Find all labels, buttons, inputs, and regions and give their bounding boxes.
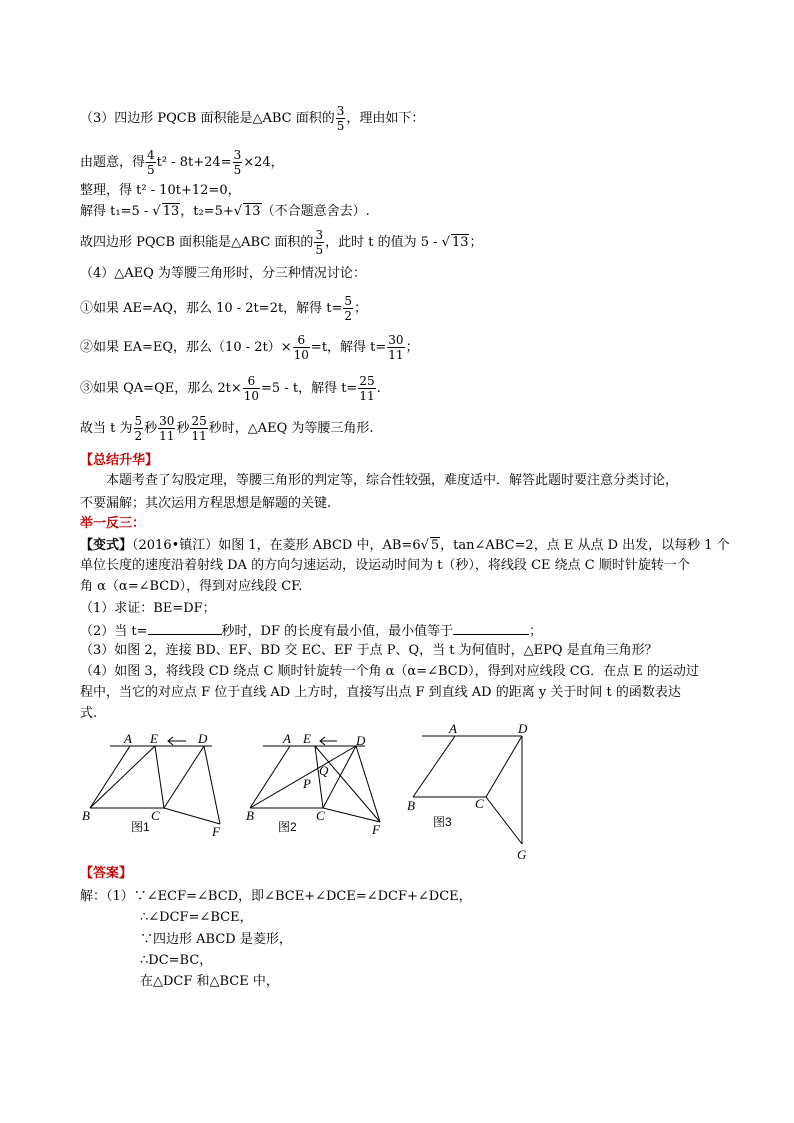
label-Q: Q (319, 763, 329, 778)
radicand: 5 (430, 538, 440, 553)
unit: 秒 (144, 421, 158, 436)
line-AB (90, 746, 130, 808)
geometry-figures (0, 720, 794, 870)
part4-heading: （4）△AEQ 为等腰三角形时，分三种情况讨论： (80, 266, 366, 281)
case-text: ②如果 EA=EQ，那么（10 - 2t）× (80, 340, 292, 355)
case-text: ③如果 QA=QE，那么 2t× (80, 381, 242, 396)
denominator: 2 (134, 429, 143, 443)
fraction (158, 414, 175, 443)
label-C: C (316, 808, 325, 823)
line-DF (204, 746, 220, 824)
numerator: 25 (359, 374, 375, 388)
denominator: 11 (159, 429, 175, 443)
summary-line-2: 不要漏解；其次运用方程思想是解题的关键. (80, 496, 332, 511)
answer-line-4: ∴DC=BC， (140, 953, 213, 968)
numerator: 30 (159, 414, 175, 428)
answer-blank[interactable] (148, 622, 222, 635)
question-2 (80, 622, 542, 640)
fraction (336, 104, 346, 133)
label-F: F (212, 824, 220, 839)
eq-text: （不合题意舍去）. (261, 204, 370, 219)
eq-text: ×24， (243, 155, 284, 170)
variant-tag: 【变式】 (80, 538, 133, 553)
case-text: ； (354, 301, 368, 316)
sqrt-symbol: √ (441, 235, 450, 250)
label-D: D (518, 721, 528, 736)
fraction (387, 333, 404, 362)
case-1 (80, 294, 367, 323)
numerator: 5 (344, 294, 353, 308)
label-B: B (246, 808, 254, 823)
denominator: 10 (293, 348, 309, 362)
numerator: 30 (388, 333, 404, 347)
label-B: B (407, 798, 415, 813)
line-EF (315, 746, 380, 822)
part3-tail: ，理由如下： (346, 111, 425, 126)
fraction (343, 294, 353, 323)
fraction (358, 374, 375, 403)
answer-line-1: 解：（1）∵∠ECF=∠BCD，即∠BCE+∠DCE=∠DCF+∠DCE， (80, 889, 472, 904)
question-text: ； (529, 624, 543, 639)
conclusion-text: ； (469, 235, 483, 250)
label-D: D (356, 733, 366, 748)
fraction (293, 333, 310, 362)
sqrt-symbol: √ (152, 204, 161, 219)
part3-text: （3）四边形 PQCB 面积能是△ABC 面积的 (80, 111, 335, 126)
label-F: F (372, 822, 380, 837)
denominator: 5 (233, 163, 242, 177)
part3-heading (80, 104, 424, 133)
line-AB (250, 746, 290, 808)
equation-solve (80, 203, 370, 220)
denominator: 5 (147, 163, 155, 177)
variant-line-3: 角 α（α=∠BCD），得到对应线段 CF. (80, 579, 303, 594)
eq-text: 由题意，得 (80, 155, 146, 170)
denominator: 11 (388, 348, 404, 362)
figure-2 (250, 737, 380, 822)
case-3 (80, 374, 381, 403)
sqrt-symbol: √ (420, 538, 429, 553)
label-C: C (151, 808, 160, 823)
case-text: ； (405, 340, 419, 355)
label-C: C (475, 796, 484, 811)
case-text: =5 - t，解得 t= (261, 381, 358, 396)
sqrt-symbol: √ (233, 204, 243, 219)
radicand: 13 (162, 204, 180, 219)
label-G: G (517, 847, 527, 862)
numerator: 3 (336, 104, 345, 118)
denominator: 10 (243, 389, 260, 403)
label-A: A (449, 721, 457, 736)
line-CD (164, 746, 204, 808)
question-3: （3）如图 2，连接 BD、EF、BD 交 EC、EF 于点 P、Q，当 t 为何值时，△EPQ 是直角三角形？ (80, 643, 658, 658)
figure-3-labels (407, 721, 528, 862)
case-text: . (376, 381, 381, 396)
label-A: A (283, 731, 291, 746)
case-text: =t，解得 t= (310, 340, 387, 355)
conclusion-text: 故当 t 为 (80, 421, 133, 436)
figure-1-labels (82, 731, 221, 839)
line-CF (323, 808, 380, 822)
variant-line-2: 单位长度的速度沿着射线 DA 的方向匀速运动，设运动时间为 t（秒），将线段 CE 绕点 C 顺时针旋转一个 (80, 558, 690, 573)
question-4-line-3: 式. (80, 706, 98, 721)
eq-text: 解得 t₁=5 - (80, 204, 153, 219)
equation-setup (80, 148, 284, 177)
line-CF (164, 808, 220, 824)
numerator: 6 (243, 374, 260, 389)
numerator: 3 (233, 148, 242, 162)
question-1: （1）求证：BE=DF； (80, 601, 216, 616)
case-text: ①如果 AE=AQ，那么 10 - 2t=2t，解得 t= (80, 301, 343, 316)
label-D: D (198, 731, 208, 746)
summary-title: 【总结升华】 (80, 453, 159, 468)
question-text: （2）当 t= (80, 624, 148, 639)
denominator: 5 (315, 243, 324, 257)
variant-text: ，tan∠ABC=2，点 E 从点 D 出发，以每秒 1 个 (440, 538, 730, 553)
line-AB (413, 736, 455, 797)
question-4-line-2: 程中，当它的对应点 F 位于直线 AD 上方时，直接写出点 F 到直线 AD 的距离 y 关于时间 t 的函数表达 (80, 685, 681, 700)
label-E: E (150, 731, 158, 746)
fraction (314, 228, 324, 257)
label-B: B (82, 808, 90, 823)
label-E: E (303, 731, 311, 746)
line-EC (155, 746, 164, 808)
eq-text: t² - 8t+24= (156, 155, 232, 170)
figure-3 (413, 736, 522, 844)
denominator: 5 (336, 119, 345, 133)
conclusion-text: ，此时 t 的值为 5 - (325, 235, 442, 250)
answer-line-3: ∵四边形 ABCD 是菱形， (140, 932, 292, 947)
variant-heading: 举一反三： (80, 516, 146, 531)
answer-blank[interactable] (453, 622, 529, 635)
radicand: 13 (244, 204, 261, 219)
numerator: 4 (147, 148, 155, 162)
eq-text: ，t₂=5+ (180, 204, 234, 219)
figure-1-caption: 图1 (131, 820, 150, 834)
variant-text: （2016•镇江）如图 1，在菱形 ABCD 中，AB=6 (132, 538, 421, 553)
label-P: P (303, 776, 311, 791)
equation-simplify: 整理，得 t² - 10t+12=0， (80, 183, 241, 198)
answer-title: 【答案】 (80, 866, 133, 881)
numerator: 6 (293, 333, 310, 348)
radicand: 13 (451, 235, 469, 250)
answer-line-2: ∴∠DCF=∠BCE， (140, 910, 253, 925)
line-DF (356, 746, 380, 822)
case-2 (80, 333, 419, 362)
line-CG (486, 797, 522, 844)
denominator: 11 (191, 429, 207, 443)
fraction (146, 148, 156, 177)
numerator: 5 (134, 414, 143, 428)
variant-line-1 (80, 537, 730, 554)
answer-line-5: 在△DCF 和△BCE 中， (140, 974, 279, 989)
fraction (233, 148, 243, 177)
figure-2-caption: 图2 (278, 820, 297, 834)
denominator: 2 (344, 309, 353, 323)
line-EB (90, 746, 155, 808)
fraction (243, 374, 260, 403)
question-4-line-1: （4）如图 3，将线段 CD 绕点 C 顺时针旋转一个角 α（α=∠BCD），得到对应线段 CG．在点 E 的运动过 (80, 664, 699, 679)
summary-line-1: 本题考查了勾股定理，等腰三角形的判定等，综合性较强，难度适中．解答此题时要注意分类讨论， (106, 473, 679, 488)
figure-2-labels (246, 731, 381, 837)
denominator: 11 (359, 389, 375, 403)
fraction (190, 414, 207, 443)
conclusion-text: 故四边形 PQCB 面积能是△ABC 面积的 (80, 235, 314, 250)
unit: 秒 (176, 421, 190, 436)
numerator: 3 (315, 228, 324, 242)
numerator: 25 (191, 414, 207, 428)
part3-conclusion (80, 228, 483, 257)
line-CD (486, 736, 522, 797)
label-A: A (124, 731, 132, 746)
figure-3-caption: 图3 (433, 815, 452, 829)
conclusion-text: 秒时，△AEQ 为等腰三角形. (208, 421, 374, 436)
part4-conclusion (80, 414, 374, 443)
fraction (134, 414, 144, 443)
question-text: 秒时，DF 的长度有最小值，最小值等于 (221, 624, 454, 639)
